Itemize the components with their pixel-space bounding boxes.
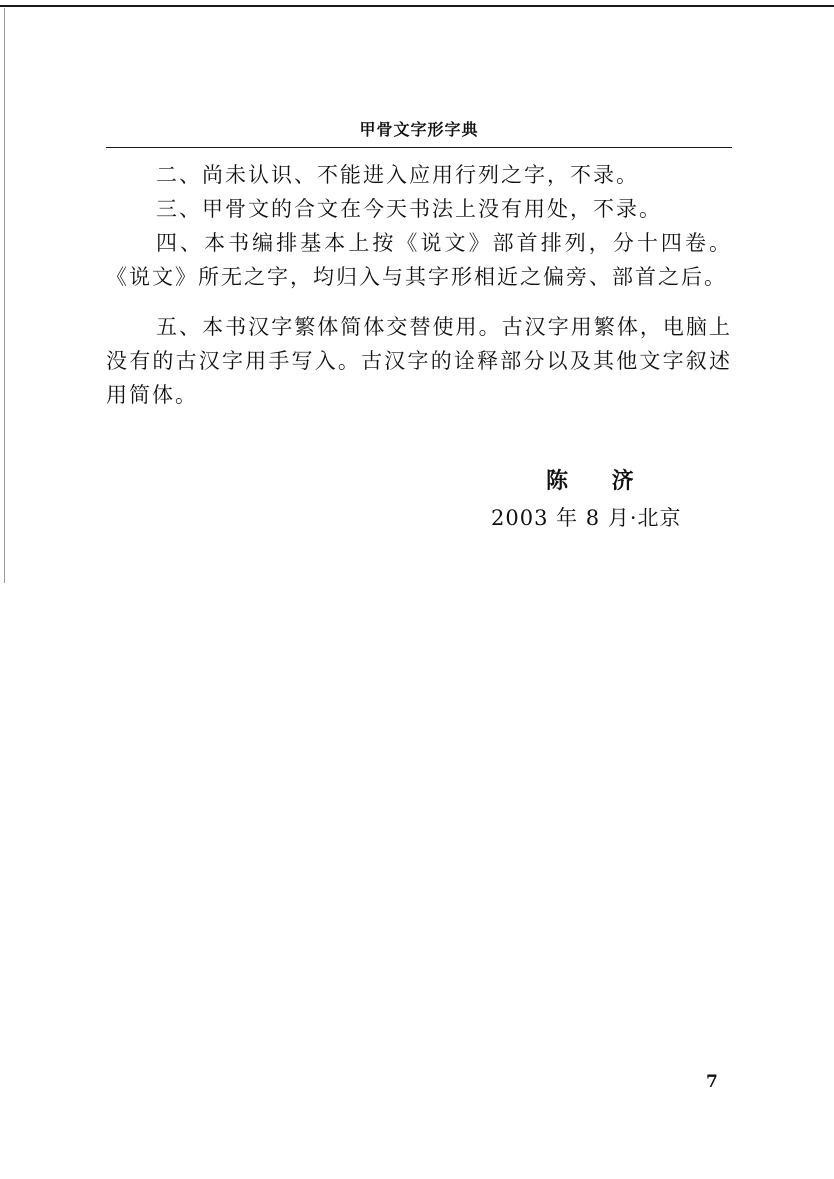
header-rule bbox=[106, 147, 732, 148]
page-left-edge bbox=[4, 8, 5, 583]
author-signature: 陈 济 bbox=[546, 469, 652, 494]
page-number: 7 bbox=[706, 1072, 718, 1092]
paragraph-item-3: 三、甲骨文的合文在今天书法上没有用处，不录。 bbox=[156, 197, 662, 221]
paragraph-item-2: 二、尚未认识、不能进入应用行列之字，不录。 bbox=[156, 163, 639, 187]
paragraph-item-5: 五、本书汉字繁体简体交替使用。古汉字用繁体，电脑上没有的古汉字用手写入。古汉字的诠释部分以及其他文字叙述用简体。 bbox=[106, 315, 732, 407]
date-place: 2003 年 8 月·北京 bbox=[491, 506, 682, 530]
paragraph-item-4: 四、本书编排基本上按《说文》部首排列，分十四卷。《说文》所无之字，均归入与其字形相近之偏旁、部首之后。 bbox=[106, 231, 732, 289]
body-text bbox=[106, 158, 732, 412]
running-header: 甲骨文字形字典 bbox=[359, 120, 479, 139]
top-border-rule bbox=[0, 5, 834, 7]
